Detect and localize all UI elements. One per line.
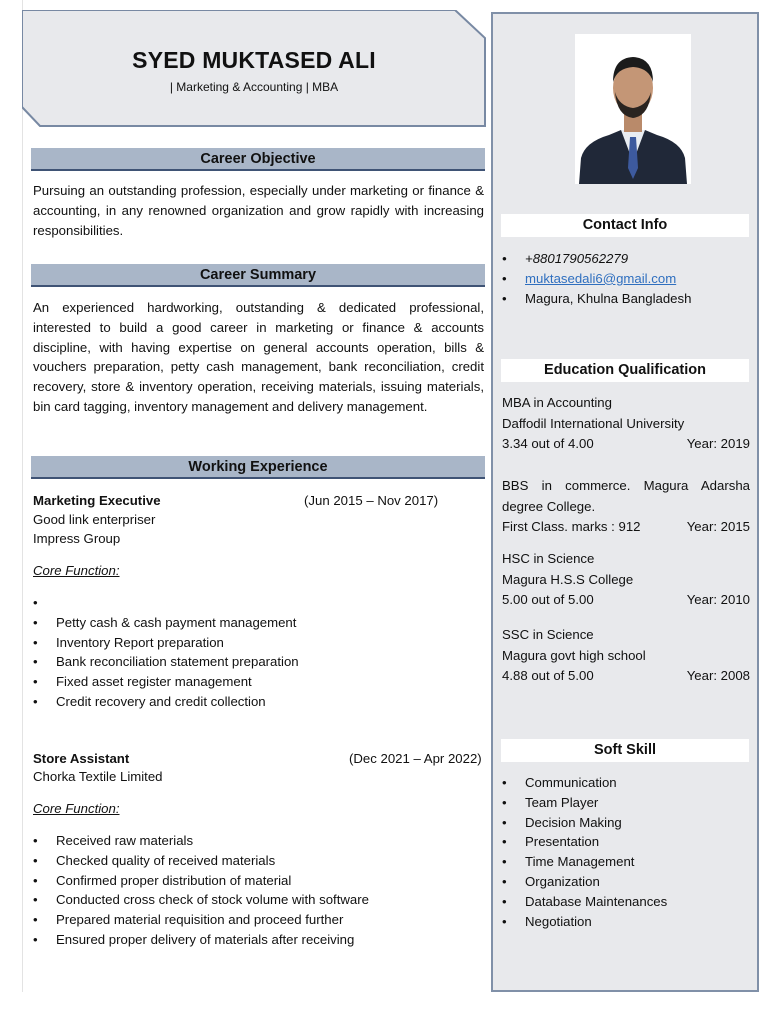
- edu-result-row: [502, 590, 750, 611]
- edu-year: Year: 2015: [686, 519, 750, 534]
- list-item: • Inventory Report preparation: [33, 633, 299, 653]
- edu-result: 4.88 out of 5.00: [502, 668, 594, 683]
- edu-degree: HSC in Science: [502, 551, 595, 566]
- list-item: • Fixed asset register management: [33, 672, 299, 692]
- career-summary-heading: Career Summary: [31, 264, 485, 287]
- education-entry: [502, 549, 750, 611]
- list-item: • Time Management: [502, 852, 667, 872]
- contact-address: • Magura, Khulna Bangladesh: [502, 289, 691, 309]
- list-item: • Confirmed proper distribution of material: [33, 871, 369, 891]
- list-item: • Ensured proper delivery of materials after receiving: [33, 930, 369, 950]
- edu-result: 3.34 out of 4.00: [502, 436, 594, 451]
- edu-result: 5.00 out of 5.00: [502, 592, 594, 607]
- contact-list: [502, 249, 691, 308]
- list-item: • Bank reconciliation statement preparation: [33, 652, 299, 672]
- edu-institution: Magura govt high school: [502, 647, 646, 663]
- working-experience-heading: Working Experience: [31, 456, 485, 479]
- career-summary-text: An experienced hardworking, outstanding & dedicated professional, interested to build a good career in marketing or finance & accounts discipline, with having expertise on general accounts operation, bills & vouchers preparation, petty cash management, bank reconciliation, credit recovery, store & inventory operation, receiving materials, issuing materials, bin card tagging, inventory management and delivery management.: [33, 300, 484, 414]
- edu-result-row: [502, 434, 750, 455]
- edu-degree: MBA in Accounting: [502, 395, 612, 410]
- list-item: • Checked quality of received materials: [33, 851, 369, 871]
- education-entry: [502, 625, 750, 687]
- core-function-list: [33, 593, 299, 712]
- education-entry: [502, 393, 750, 455]
- education-heading: Education Qualification: [501, 359, 749, 382]
- contact-email-item: [502, 269, 691, 289]
- candidate-name: SYED MUKTASED ALI: [132, 47, 376, 73]
- job-company: Good link enterpriser: [33, 512, 156, 527]
- list-item: [33, 593, 299, 613]
- list-item: • Petty cash & cash payment management: [33, 613, 299, 633]
- edu-year: Year: 2010: [686, 592, 750, 607]
- edu-institution: Magura H.S.S College: [502, 571, 634, 587]
- sidebar: [491, 12, 759, 992]
- list-item: • Conducted cross check of stock volume with software: [33, 890, 369, 910]
- job-period: (Dec 2021 – Apr 2022): [349, 751, 482, 766]
- list-item: • Decision Making: [502, 813, 667, 833]
- job-title: Marketing Executive: [33, 493, 161, 508]
- list-item: • Team Player: [502, 793, 667, 813]
- job-company-group: Impress Group: [33, 531, 121, 546]
- edu-year: Year: 2019: [686, 436, 750, 451]
- list-item: • Negotiation: [502, 912, 667, 932]
- page-left-rule: [22, 0, 23, 992]
- profile-photo: [575, 34, 691, 184]
- core-function-label: Core Function:: [33, 563, 120, 578]
- edu-degree: SSC in Science: [502, 627, 594, 642]
- edu-result-row: [502, 666, 750, 687]
- soft-skill-heading: Soft Skill: [501, 739, 749, 762]
- list-item: • Presentation: [502, 832, 667, 852]
- job-title: Store Assistant: [33, 751, 130, 766]
- contact-info-heading: Contact Info: [501, 214, 749, 237]
- education-entry: [502, 476, 750, 538]
- career-objective-text: Pursuing an outstanding profession, especially under marketing or finance & accounting, in any renowned organization and grow rapidly with increasing responsibilities.: [33, 183, 484, 238]
- list-item: • Database Maintenances: [502, 892, 667, 912]
- list-item: • Prepared material requisition and proceed further: [33, 910, 369, 930]
- job-company: Chorka Textile Limited: [33, 769, 163, 784]
- core-function-list: [33, 831, 369, 950]
- list-item: • Organization: [502, 872, 667, 892]
- soft-skill-list: [502, 773, 667, 931]
- list-item: • Communication: [502, 773, 667, 793]
- contact-phone: • +8801790562279: [502, 249, 691, 269]
- edu-institution: Daffodil International University: [502, 415, 685, 431]
- name-header: [22, 10, 486, 130]
- edu-result: First Class. marks : 912: [502, 519, 641, 534]
- core-function-label: Core Function:: [33, 801, 120, 816]
- edu-degree: BBS in commerce. Magura Adarsha degree College.: [502, 478, 750, 514]
- email-link[interactable]: muktasedali6@gmail.com: [525, 270, 677, 286]
- candidate-tagline: | Marketing & Accounting | MBA: [169, 80, 339, 94]
- list-item: • Received raw materials: [33, 831, 369, 851]
- edu-result-row: [502, 517, 750, 538]
- career-objective-heading: Career Objective: [31, 148, 485, 171]
- list-item: • Credit recovery and credit collection: [33, 692, 299, 712]
- edu-year: Year: 2008: [686, 668, 750, 683]
- job-period: (Jun 2015 – Nov 2017): [304, 493, 439, 508]
- portrait-image: [575, 34, 691, 184]
